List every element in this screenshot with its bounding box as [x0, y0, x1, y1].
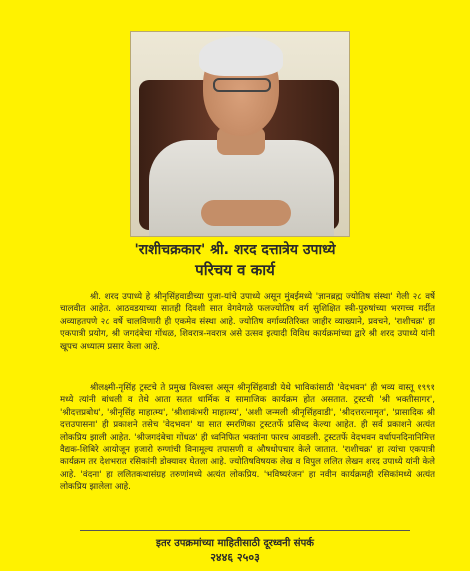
caption-name: 'राशीचक्रकार' श्री. शरद दत्तात्रेय उपाध्ये [134, 242, 336, 258]
photo-hair [199, 36, 283, 76]
photo-glasses [213, 78, 271, 92]
caption-title: परिचय व कार्य [195, 261, 275, 279]
author-photo [130, 31, 350, 237]
trust-paragraph: श्रीलक्ष्मी-नृसिंह ट्रस्टचे ते प्रमुख विश्वस्त असून श्रीनृसिंहवाडी येथे भाविकांसाठी 'वेदभवन' ही भव्य वास्तू १९९१ मध्ये त्यांनी बांधली व तेथे आता सतत धार्मिक व सामाजिक कार्यक्रम होत असतात. ट्रस्टची 'श्री भक्तीसागर', 'श्रीदत्तप्रबोध', 'श्रीनृसिंह माहात्म्य', 'श्रीशाकंभरी माहात्म्य', 'अशी जन्मली श्रीनृसिंहवाडी', 'श्रीदत्तरत्नामृत', 'प्रासादिक श्री दत्तउपासना' ही प्रकाशने तसेच 'वेदभवन' या सात स्मरणिका ट्रस्टतर्फे प्रसिध्द केल्या आहेत. ही सर्व प्रकाशने अत्यंत लोकप्रिय झाली आहेत. 'श्रीजगदंबेचा गोंधळ' ही ध्वनिफित भक्तांना फारच आवडली. ट्रस्टतर्फे वेदभवन वर्धापनदिनानिमित्त वैद्यक-शिबिरे आयोजून हजारो रुग्णांची विनामूल्य तपासणी व औषधोपचार केले जातात. 'राशीचक्र' हा त्यांचा एकपात्री कार्यक्रम तर देशभरात रसिकांनी डोक्यावर घेतला आहे. ज्योतिषविषयक लेख व विपुल ललित लेखन शरद उपाध्ये यांनी केले आहे. 'वंदना' हा ललितकथासंग्रह तरुणांमध्ये अत्यंत लोकप्रिय. 'भविष्यरंजन' हा नवीन कार्यक्रमही रसिकांमध्ये अत्यंत लोकप्रिय झालेला आहे. [60, 383, 435, 493]
photo-hands [201, 200, 291, 226]
intro-paragraph: श्री. शरद उपाध्ये हे श्रीनृसिंहवाडीच्या पुजा-यांचे उपाध्ये असून मुंबईमध्ये 'ज्ञानब्रह्म ज्योतिष संस्था' गेली २८ वर्षे चालवीत आहेत. आठवडयाच्या सातही दिवशी सात वेगवेगळे फलज्योतिष वर्ग सुशिक्षित स्त्री-पुरुषांच्या भरगच्च गर्दीत अव्याहतपणे २८ वर्षे चालविणारी ही एकमेव संस्था आहे. ज्योतिष वर्गाव्यतिरिक्त जाहीर व्याख्याने, प्रवचने, 'राशीचक्र' हा एकपात्री प्रयोग, श्री जगदंबेचा गोंधळ, शिवरात्र-नवरात्र असे उत्सव इत्यादी विविध कार्यक्रमांच्या द्वारे श्री शरद उपाध्ये यांनी खूपच अध्यात्म प्रसार केला आहे. [60, 292, 435, 352]
divider [80, 530, 410, 531]
contact-label: इतर उपक्रमांच्या माहितीसाठी दूरध्वनी संपर्क [156, 538, 314, 549]
contact-phone: २४४६ २५०३ [210, 551, 260, 564]
